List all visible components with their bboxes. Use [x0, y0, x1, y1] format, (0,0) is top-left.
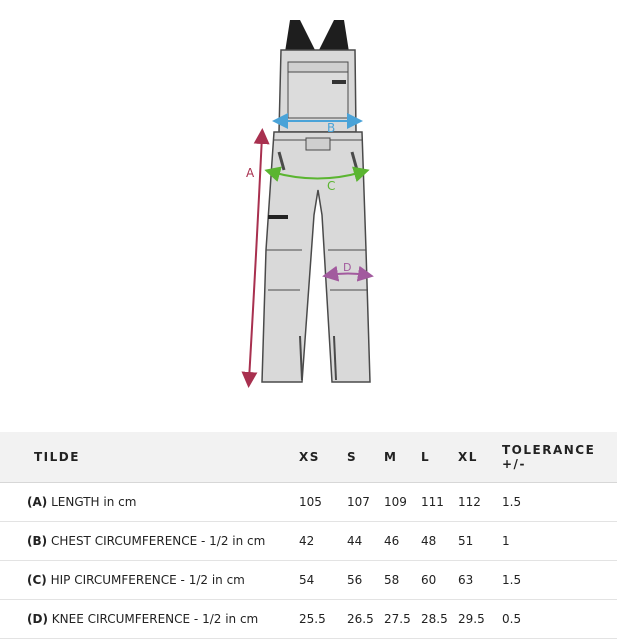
cell-s: 107	[347, 483, 384, 522]
table-row	[0, 522, 617, 561]
label-a: A	[246, 166, 255, 180]
cell-m: 109	[384, 483, 421, 522]
cell-l: 48	[421, 522, 458, 561]
cell-tolerance: 0.5	[502, 600, 617, 639]
header-s: S	[347, 432, 384, 483]
cell-xl: 29.5	[458, 600, 502, 639]
cell-s: 26.5	[347, 600, 384, 639]
cell-xl: 51	[458, 522, 502, 561]
row-name: HIP CIRCUMFERENCE - 1/2 in cm	[50, 573, 245, 587]
header-m: M	[384, 432, 421, 483]
header-xl: XL	[458, 432, 502, 483]
bib-panel	[279, 50, 356, 132]
table-row	[0, 600, 617, 639]
row-label	[0, 522, 289, 561]
header-tolerance: TOLERANCE +/-	[502, 432, 617, 483]
row-name: LENGTH in cm	[51, 495, 137, 509]
cell-l: 28.5	[421, 600, 458, 639]
cell-s: 44	[347, 522, 384, 561]
label-d: D	[343, 261, 352, 274]
cell-xs: 54	[289, 561, 347, 600]
pants-body	[262, 132, 370, 382]
cell-m: 46	[384, 522, 421, 561]
table-row	[0, 483, 617, 522]
cell-xs: 25.5	[289, 600, 347, 639]
row-label	[0, 483, 289, 522]
row-label	[0, 600, 289, 639]
size-chart-table	[0, 432, 617, 639]
cell-s: 56	[347, 561, 384, 600]
header-product: TILDE	[0, 432, 289, 483]
header-l: L	[421, 432, 458, 483]
table-row	[0, 561, 617, 600]
label-b: B	[327, 121, 336, 135]
cell-m: 58	[384, 561, 421, 600]
cell-xs: 105	[289, 483, 347, 522]
row-name: KNEE CIRCUMFERENCE - 1/2 in cm	[51, 612, 259, 626]
table-header-row	[0, 432, 617, 483]
row-name: CHEST CIRCUMFERENCE - 1/2 in cm	[50, 534, 266, 548]
cell-l: 111	[421, 483, 458, 522]
cell-l: 60	[421, 561, 458, 600]
header-xs: XS	[289, 432, 347, 483]
row-code: (D)	[27, 612, 48, 626]
measurement-a	[246, 136, 262, 380]
cell-tolerance: 1.5	[502, 483, 617, 522]
cell-xl: 63	[458, 561, 502, 600]
row-label	[0, 561, 289, 600]
cell-tolerance: 1.5	[502, 561, 617, 600]
shoulder-straps	[285, 20, 349, 52]
cell-m: 27.5	[384, 600, 421, 639]
label-c: C	[327, 179, 336, 193]
cell-xs: 42	[289, 522, 347, 561]
cell-xl: 112	[458, 483, 502, 522]
row-code: (C)	[27, 573, 47, 587]
cell-tolerance: 1	[502, 522, 617, 561]
row-code: (A)	[27, 495, 48, 509]
row-code: (B)	[27, 534, 48, 548]
